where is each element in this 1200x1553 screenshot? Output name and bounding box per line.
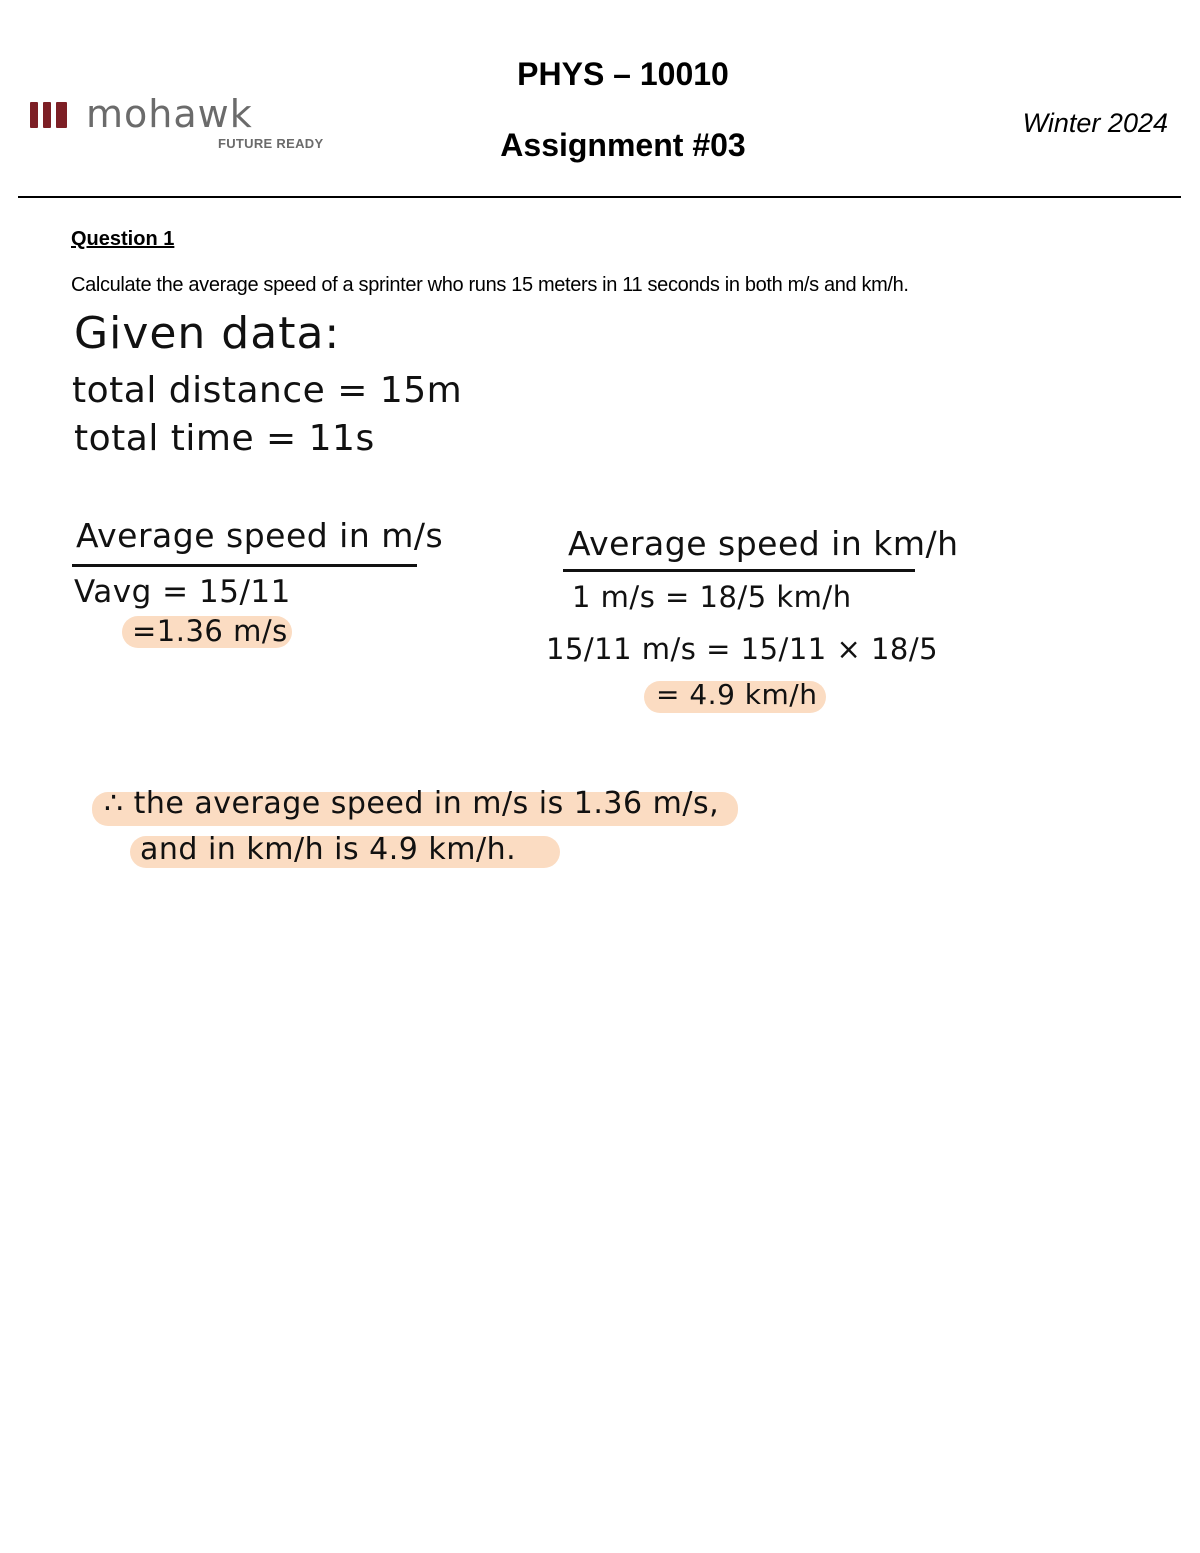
- ms-heading-underline: [72, 564, 417, 567]
- kmh-conversion: 1 m/s = 18/5 km/h: [572, 580, 852, 614]
- assignment-title: Assignment #03: [500, 127, 746, 163]
- logo-tagline: FUTURE READY: [218, 136, 324, 151]
- question-label: Question 1: [71, 228, 175, 250]
- given-distance: total distance = 15m: [72, 370, 463, 411]
- logo-wordmark: mohawk: [86, 92, 253, 136]
- ms-formula: Vavg = 15/11: [74, 574, 291, 610]
- kmh-heading-underline: [563, 569, 915, 572]
- given-time: total time = 11s: [74, 418, 375, 459]
- kmh-calculation: 15/11 m/s = 15/11 × 18/5: [546, 632, 939, 666]
- given-data-title: Given data:: [74, 308, 341, 359]
- conclusion-line-1: ∴ the average speed in m/s is 1.36 m/s,: [104, 786, 720, 821]
- course-code: PHYS – 10010: [517, 56, 729, 92]
- term-label: Winter 2024: [1022, 108, 1168, 138]
- ms-section-heading: Average speed in m/s: [76, 516, 444, 555]
- kmh-section-heading: Average speed in km/h: [568, 524, 959, 563]
- header-divider: [18, 196, 1181, 198]
- ms-result: =1.36 m/s: [132, 614, 288, 648]
- question-text: Calculate the average speed of a sprinter who runs 15 meters in 11 seconds in both m/s and km/h.: [71, 274, 909, 296]
- kmh-result: = 4.9 km/h: [656, 678, 818, 711]
- conclusion-line-2: and in km/h is 4.9 km/h.: [140, 832, 517, 867]
